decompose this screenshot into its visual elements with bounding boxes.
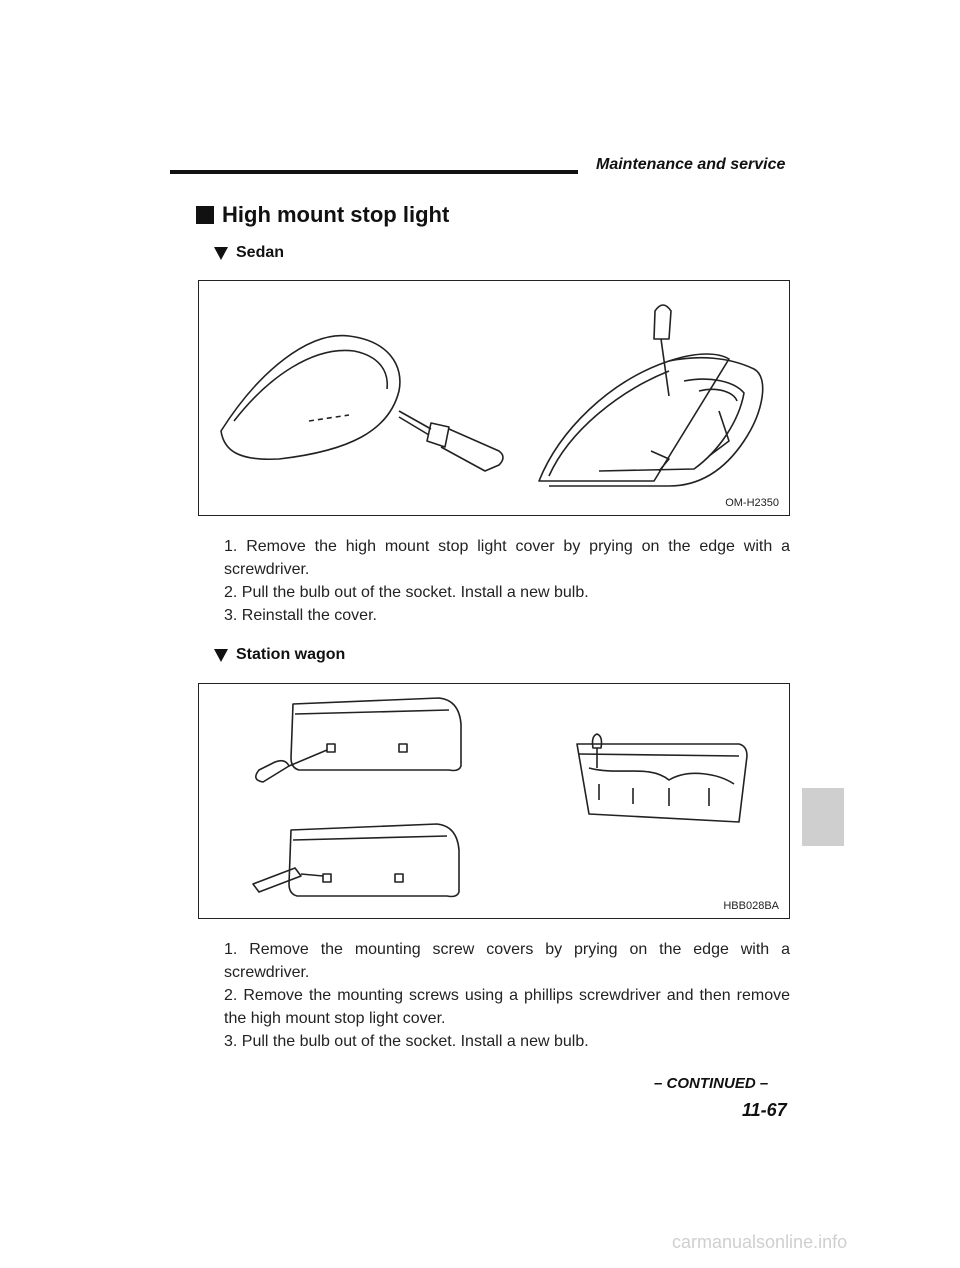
sedan-steps — [224, 535, 790, 627]
sedan-heading — [214, 244, 284, 262]
chapter-tab — [802, 788, 844, 846]
wagon-illustration — [199, 684, 789, 918]
wagon-heading-text: Station wagon — [236, 646, 346, 663]
sedan-step-1: 1. Remove the high mount stop light cover by prying on the edge with a screwdriver. — [224, 538, 790, 578]
wagon-heading — [214, 646, 345, 664]
sedan-heading-text: Sedan — [236, 244, 285, 261]
wagon-steps — [224, 938, 790, 1053]
wagon-figure-label: HBB028BA — [723, 900, 779, 912]
wagon-step-2: 2. Remove the mounting screws using a phillips screwdriver and then remove the high mount stop light cover. — [224, 987, 790, 1027]
wagon-step-1: 1. Remove the mounting screw covers by prying on the edge with a screwdriver. — [224, 941, 790, 981]
section-title-text: High mount stop light — [222, 202, 450, 227]
wagon-figure — [198, 683, 790, 919]
header-rule — [170, 170, 578, 174]
continued-label: – CONTINUED – — [654, 1075, 769, 1092]
sedan-figure-label: OM-H2350 — [725, 497, 779, 509]
watermark: carmanualsonline.info — [672, 1232, 848, 1252]
sedan-illustration — [199, 281, 789, 515]
sedan-step-2: 2. Pull the bulb out of the socket. Install a new bulb. — [224, 584, 589, 601]
triangle-bullet-icon — [214, 247, 228, 260]
header-title: Maintenance and service — [596, 156, 786, 173]
page-number: 11-67 — [742, 1100, 787, 1120]
sedan-figure — [198, 280, 790, 516]
sedan-step-3: 3. Reinstall the cover. — [224, 607, 377, 624]
wagon-step-3: 3. Pull the bulb out of the socket. Install a new bulb. — [224, 1033, 589, 1050]
square-bullet-icon — [196, 206, 214, 224]
triangle-bullet-icon — [214, 649, 228, 662]
section-title — [196, 202, 449, 228]
